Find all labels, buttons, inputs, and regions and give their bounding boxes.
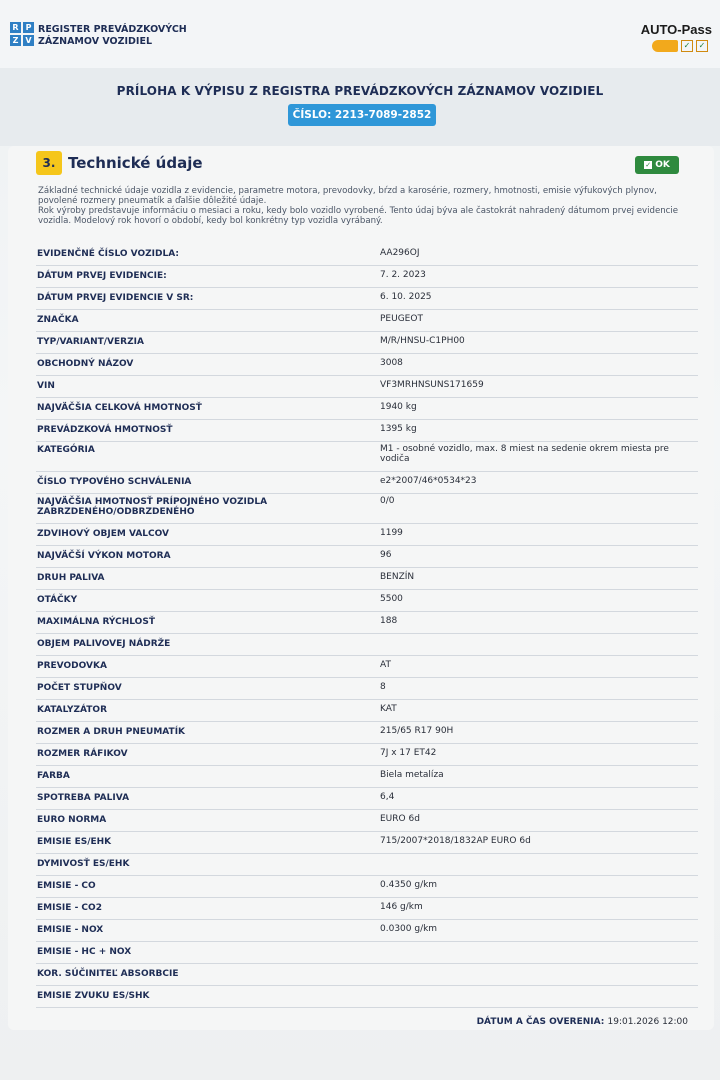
- table-row: [36, 266, 698, 288]
- row-label: ZNAČKA: [37, 315, 79, 325]
- table-row: [36, 898, 698, 920]
- checkbox-icon: ✓: [681, 40, 693, 52]
- row-value: Biela metalíza: [380, 770, 444, 780]
- logo-letter: V: [23, 35, 34, 46]
- document-number-badge: ČÍSLO: 2213-7089-2852: [288, 104, 436, 126]
- row-label: DYMIVOSŤ ES/EHK: [37, 859, 130, 869]
- logo-letter: Z: [10, 35, 21, 46]
- table-row: [36, 722, 698, 744]
- table-row: [36, 354, 698, 376]
- table-row: [36, 942, 698, 964]
- row-label: POČET STUPŇOV: [37, 683, 122, 693]
- row-value: 0/0: [380, 496, 395, 506]
- table-row: [36, 678, 698, 700]
- status-badge: [635, 156, 679, 174]
- row-label: ČÍSLO TYPOVÉHO SCHVÁLENIA: [37, 477, 192, 487]
- row-label: OBCHODNÝ NÁZOV: [37, 359, 134, 369]
- table-row: [36, 310, 698, 332]
- row-value: 0.0300 g/km: [380, 924, 438, 934]
- logo-letter: P: [23, 22, 34, 33]
- row-value: KAT: [380, 704, 397, 714]
- row-value: 1940 kg: [380, 402, 417, 412]
- row-value: 0.4350 g/km: [380, 880, 438, 890]
- row-value: 96: [380, 550, 392, 560]
- table-row: [36, 398, 698, 420]
- row-label: ROZMER A DRUH PNEUMATÍK: [37, 727, 186, 737]
- table-row: [36, 524, 698, 546]
- row-label: EVIDENČNÉ ČÍSLO VOZIDLA:: [37, 249, 179, 259]
- row-label: EMISIE - CO: [37, 881, 96, 891]
- row-label: PREVÁDZKOVÁ HMOTNOSŤ: [37, 425, 173, 435]
- row-label: MAXIMÁLNA RÝCHLOSŤ: [37, 617, 155, 627]
- checkbox-icon: ✓: [696, 40, 708, 52]
- row-label: TYP/VARIANT/VERZIA: [37, 337, 144, 347]
- table-row: [36, 634, 698, 656]
- table-row: [36, 832, 698, 854]
- table-row: [36, 920, 698, 942]
- row-value: PEUGEOT: [380, 314, 423, 324]
- table-row: [36, 964, 698, 986]
- table-row: [36, 876, 698, 898]
- row-value: 146 g/km: [380, 902, 423, 912]
- table-row: [36, 700, 698, 722]
- row-label: EMISIE ES/EHK: [37, 837, 112, 847]
- verification-value: 19:01.2026 12:00: [607, 1017, 688, 1027]
- registry-name-line2: ZÁZNAMOV VOZIDIEL: [38, 36, 153, 47]
- row-label: KATEGÓRIA: [37, 445, 95, 455]
- row-label: NAJVÄČŠÍ VÝKON MOTORA: [37, 551, 171, 561]
- description-paragraph: Základné technické údaje vozidla z evidencie, parametre motora, prevodovky, bŕzd a karosérie, rozmery, hmotnosti, emisie výfukových plynov, povolené rozmery pneumatík a ďalšie dôležité údaje.: [38, 186, 657, 206]
- row-label: EMISIE - NOX: [37, 925, 104, 935]
- row-value: AA296OJ: [380, 248, 420, 258]
- verification-label: DÁTUM A ČAS OVERENIA:: [476, 1017, 605, 1027]
- row-value: 715/2007*2018/1832AP EURO 6d: [380, 836, 531, 846]
- table-row: [36, 810, 698, 832]
- table-row: [36, 546, 698, 568]
- row-value: M1 - osobné vozidlo, max. 8 miest na sedenie okrem miesta pre vodiča: [380, 444, 669, 464]
- row-label: FARBA: [37, 771, 70, 781]
- row-label: EMISIE - HC + NOX: [37, 947, 132, 957]
- row-label: EMISIE ZVUKU ES/SHK: [37, 991, 150, 1001]
- row-label: PREVODOVKA: [37, 661, 107, 671]
- section-number-badge: 3.: [36, 151, 62, 175]
- table-row: [36, 332, 698, 354]
- table-row: [36, 854, 698, 876]
- table-row: [36, 288, 698, 310]
- table-row: [36, 472, 698, 494]
- header-bar: [0, 0, 720, 68]
- row-label: VIN: [37, 381, 55, 391]
- row-value: 8: [380, 682, 386, 692]
- row-label: EMISIE - CO2: [37, 903, 102, 913]
- table-row: [36, 376, 698, 398]
- key-icon: [652, 40, 678, 52]
- registry-name: [38, 24, 187, 48]
- brand-icons: [652, 40, 708, 52]
- row-value: 5500: [380, 594, 403, 604]
- status-label: OK: [655, 160, 670, 170]
- row-label: EURO NORMA: [37, 815, 107, 825]
- row-label: DÁTUM PRVEJ EVIDENCIE V SR:: [37, 293, 194, 303]
- page-title: PRÍLOHA K VÝPISU Z REGISTRA PREVÁDZKOVÝCH ZÁZNAMOV VOZIDIEL: [116, 84, 604, 98]
- row-value: EURO 6d: [380, 814, 420, 824]
- row-value: e2*2007/46*0534*23: [380, 476, 477, 486]
- registry-logo: [10, 22, 34, 46]
- row-label: ROZMER RÁFIKOV: [37, 749, 128, 759]
- row-value: BENZÍN: [380, 572, 415, 582]
- logo-letter: R: [10, 22, 21, 33]
- row-value: 1395 kg: [380, 424, 417, 434]
- table-row: [36, 442, 698, 472]
- row-value: 7J x 17 ET42: [380, 748, 437, 758]
- row-value: 1199: [380, 528, 403, 538]
- table-row: [36, 766, 698, 788]
- row-label: OTÁČKY: [37, 595, 78, 605]
- row-label: DRUH PALIVA: [37, 573, 105, 583]
- row-label: DÁTUM PRVEJ EVIDENCIE:: [37, 271, 167, 281]
- table-row: [36, 590, 698, 612]
- row-value: VF3MRHNSUNS171659: [380, 380, 484, 390]
- table-row: [36, 568, 698, 590]
- section-description: [38, 186, 698, 226]
- table-row: [36, 986, 698, 1008]
- row-value: AT: [380, 660, 391, 670]
- table-row: [36, 788, 698, 810]
- table-row: [36, 244, 698, 266]
- row-label: ZDVIHOVÝ OBJEM VALCOV: [37, 529, 169, 539]
- row-value: 3008: [380, 358, 403, 368]
- brand-name: AUTO-Pass: [640, 22, 712, 37]
- table-row: [36, 494, 698, 524]
- row-label: OBJEM PALIVOVEJ NÁDRŽE: [37, 639, 171, 649]
- row-label: KOR. SÚČINITEĽ ABSORBCIE: [37, 969, 179, 979]
- registry-name-line1: REGISTER PREVÁDZKOVÝCH: [38, 24, 187, 35]
- row-label: KATALYZÁTOR: [37, 705, 108, 715]
- table-row: [36, 612, 698, 634]
- description-paragraph: Rok výroby predstavuje informáciu o mesiaci a roku, kedy bolo vozidlo vyrobené. Tento údaj býva ale častokrát nahradený dátumom prvej evidencie vozidla. Modelový rok hovorí o období, kedy bol konkrétny typ vozidla vyrábaný.: [38, 206, 679, 226]
- table-row: [36, 420, 698, 442]
- table-row: [36, 744, 698, 766]
- row-value: 188: [380, 616, 398, 626]
- section-title: Technické údaje: [68, 154, 203, 172]
- row-value: 6. 10. 2025: [380, 292, 432, 302]
- row-value: 6,4: [380, 792, 395, 802]
- row-label: NAJVÄČŠIA CELKOVÁ HMOTNOSŤ: [37, 403, 202, 413]
- row-value: 215/65 R17 90H: [380, 726, 454, 736]
- row-value: 7. 2. 2023: [380, 270, 426, 280]
- row-label: NAJVÄČŠIA HMOTNOSŤ PRÍPOJNÉHO VOZIDLA ZABRZDENÉHO/ODBRZDENÉHO: [37, 497, 268, 517]
- row-value: M/R/HNSU-C1PH00: [380, 336, 465, 346]
- verification-timestamp: [477, 1017, 688, 1027]
- check-icon: ✓: [645, 161, 652, 169]
- table-row: [36, 656, 698, 678]
- row-label: SPOTREBA PALIVA: [37, 793, 130, 803]
